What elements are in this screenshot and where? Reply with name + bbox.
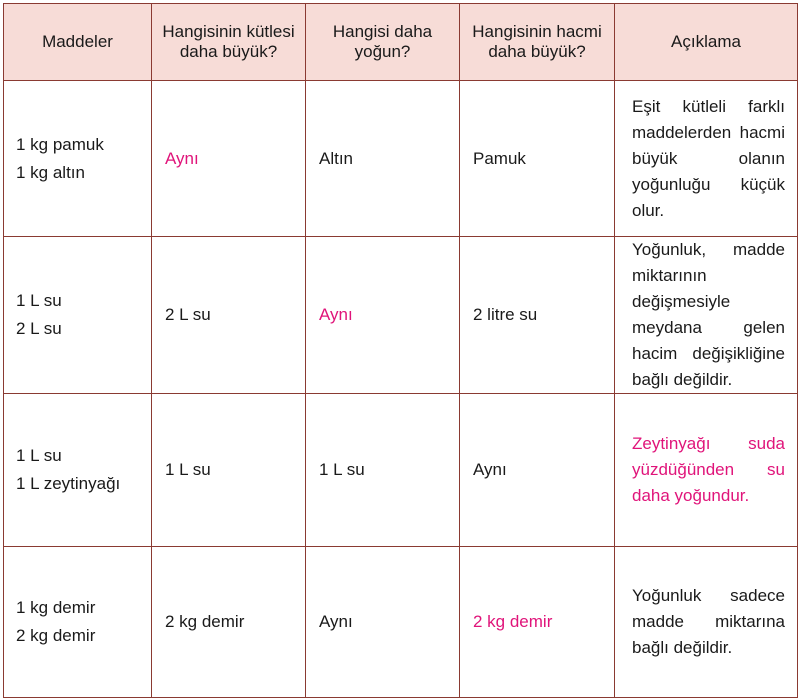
items-cell bbox=[4, 237, 152, 394]
item-line: 1 L su bbox=[16, 291, 62, 310]
volume-answer: Aynı bbox=[460, 394, 615, 547]
header-mass: Hangisinin kütlesi daha büyük? bbox=[152, 4, 306, 81]
item-line: 2 L su bbox=[16, 319, 62, 338]
header-volume: Hangisinin hacmi daha büyük? bbox=[460, 4, 615, 81]
items-cell bbox=[4, 547, 152, 698]
density-answer: Aynı bbox=[306, 237, 460, 394]
table-row bbox=[4, 394, 798, 547]
item-line: 1 kg demir bbox=[16, 598, 96, 617]
volume-answer: 2 kg demir bbox=[460, 547, 615, 698]
table-row bbox=[4, 81, 798, 237]
item-line: 1 L su bbox=[16, 446, 62, 465]
item-line: 1 kg altın bbox=[16, 162, 85, 182]
table-row bbox=[4, 547, 798, 698]
volume-answer: 2 litre su bbox=[460, 237, 615, 394]
item-line: 1 L zeytinyağı bbox=[16, 474, 121, 493]
explanation-text: Eşit kütleli farklı maddelerden hacmi büyük olanın yoğunluğu küçük olur. bbox=[615, 81, 798, 237]
mass-answer: 1 L su bbox=[152, 394, 306, 547]
explanation-text: Yoğunluk, madde miktarının değişmesiyle meydana gelen hacim değişikliğine bağlı değildir. bbox=[615, 237, 798, 394]
item-line: 2 kg demir bbox=[16, 626, 96, 645]
explanation-text: Yoğunluk sadece madde miktarına bağlı değildir. bbox=[615, 547, 798, 698]
mass-answer: 2 L su bbox=[152, 237, 306, 394]
items-cell bbox=[4, 394, 152, 547]
header-items: Maddeler bbox=[4, 4, 152, 81]
explanation-text: Zeytinyağı suda yüzdüğünden su daha yoğundur. bbox=[615, 394, 798, 547]
density-comparison-table bbox=[3, 3, 798, 698]
mass-answer: 2 kg demir bbox=[152, 547, 306, 698]
volume-answer: Pamuk bbox=[460, 81, 615, 237]
density-answer: Aynı bbox=[306, 547, 460, 698]
header-density: Hangisi daha yoğun? bbox=[306, 4, 460, 81]
density-answer: 1 L su bbox=[306, 394, 460, 547]
table-row bbox=[4, 237, 798, 394]
item-line: 1 kg pamuk bbox=[16, 134, 104, 154]
density-answer: Altın bbox=[306, 81, 460, 237]
items-cell bbox=[4, 81, 152, 237]
header-explanation: Açıklama bbox=[615, 4, 798, 81]
mass-answer: Aynı bbox=[152, 81, 306, 237]
header-row bbox=[4, 4, 798, 81]
